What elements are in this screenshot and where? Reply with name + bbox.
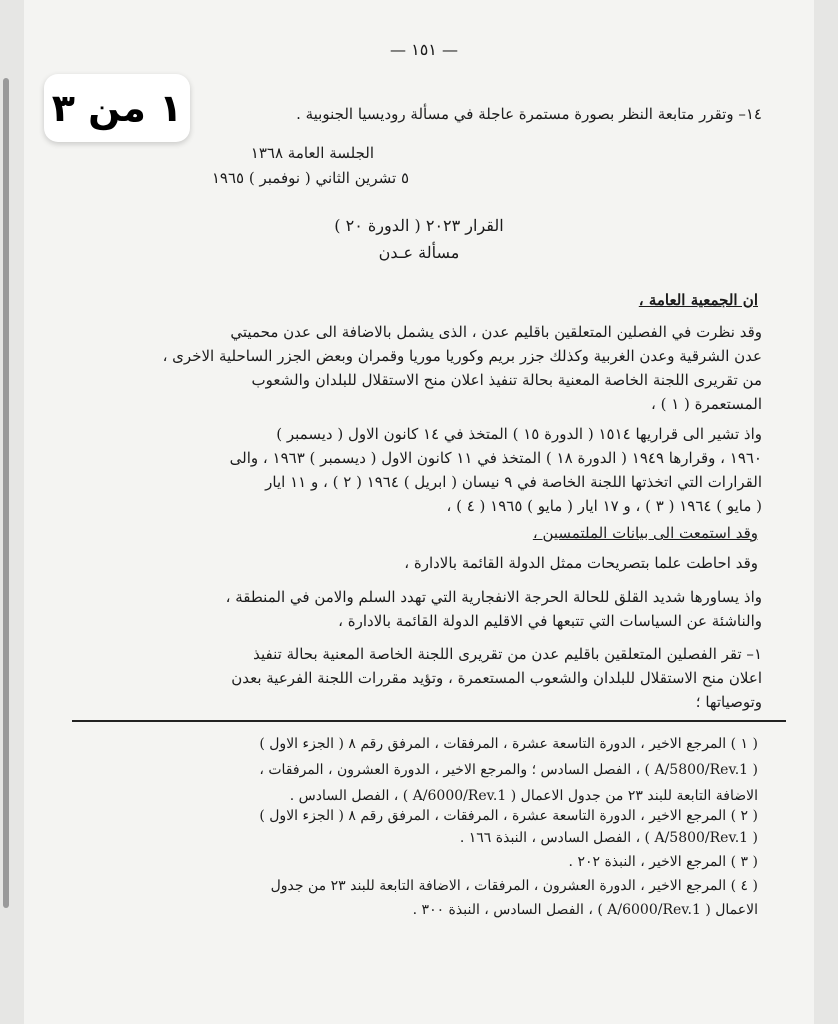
page-indicator-badge: ١ من ٣ [44,74,190,142]
footnote-separator [72,720,786,722]
session-line-1: الجلسة العامة ١٣٦٨ [250,144,374,162]
page-number: — ١٥١ — [390,40,458,59]
document-page: — ١٥١ — ١٤– وتقرر متابعة النظر بصورة مستمرة عاجلة في مسألة روديسيا الجنوبية . الجلسة العامة ١٣٦٨ ٥ تشرين الثاني ( نوفمبر ) ١٩٦٥ القرار ٢٠٢٣ ( الدورة ٢٠ ) مسألة عـدن ان الجمعية العامة ، وقد نظرت في الفصلين المتعلقين باقليم عدن ، الذى يشمل بالاضافة الى عدن محميتي عدن الشرقية وعدن الغربية وكذلك جزر بريم وكوريا موريا وقمران وبعض الجزر الساحلية الاخرى ، من تقريرى اللجنة الخاصة المعنية بحالة تنفيذ اعلان منح الاستقلال للبلدان والشعوب المستعمرة ( ١ ) ، واذ تشير الى قراريها ١٥١٤ ( الدورة ١٥ ) المتخذ في ١٤ كانون الاول ( ديسمبر ) ١٩٦٠ ، وقرارها ١٩٤٩ ( الدورة ١٨ ) المتخذ في ١١ كانون الاول ( ديسمبر ) ١٩٦٣ ، والى القرارات التي اتخذتها اللجنة الخاصة في ٩ نيسان ( ابريل ) ١٩٦٤ ( ٢ ) ، و ١١ ايار ( مايو ) ١٩٦٤ ( ٣ ) ، و ١٧ ايار ( مايو ) ١٩٦٥ ( ٤ ) ، وقد استمعت الى بيانات الملتمسين ، وقد احاطت علما بتصريحات ممثل الدولة القائمة بالادارة ، واذ يساورها شديد القلق للحالة الحرجة الانفجارية التي تهدد السلم والامن في المنطقة ، والناشئة عن السياسات التي تتبعها في الاقليم الدولة القائمة بالادارة ، ١– تقر الفصلين المتعلقين باقليم عدن من تقريرى اللجنة الخاصة المعنية بحالة تنفيذ اعلان منح الاستقلال للبلدان والشعوب المستعمرة ، وتؤيد مقررات اللجنة الفرعية بعدن وتوصياتها ؛ ( ١ ) المرجع الاخير ، الدورة التاسعة عشرة ، المرفقات ، المرفق رقم ٨ ( الجزء الاول ) ( A/5800/Rev.1 ) ، الفصل السادس ؛ والمرجع الاخير ، الدورة العشرون ، المرفقات ، الاضافة التابعة للبند ٢٣ من جدول الاعمال ( A/6000/Rev.1 ) ، الفصل السادس . ( ٢ ) المرجع الاخير ، الدورة التاسعة عشرة ، المرفقات ، المرفق رقم ٨ ( الجزء الاول ) ( A/5800/Rev.1 ) ، الفصل السادس ، النبذة ١٦٦ . ( ٣ ) المرجع الاخير ، النبذة ٢٠٢ . ( ٤ ) المرجع الاخير ، الدورة العشرون ، المرفقات ، الاضافة التابعة للبند ٢٣ من جدول الاعمال ( A/6000/Rev.1 ) ، الفصل السادس ، النبذة ٣٠٠ . [24,0,814,1024]
resolution-title: القرار ٢٠٢٣ ( الدورة ٢٠ ) [334,216,504,235]
resolution-subject: مسألة عـدن [378,243,460,262]
scrollbar[interactable] [3,78,9,908]
item-14: ١٤– وتقرر متابعة النظر بصورة مستمرة عاجلة في مسألة روديسيا الجنوبية . [296,105,762,123]
para-3: وقد استمعت الى بيانات الملتمسين ، [532,524,758,542]
para-4: وقد احاطت علما بتصريحات ممثل الدولة القائمة بالادارة ، [404,554,758,572]
preamble-intro: ان الجمعية العامة ، [638,291,758,309]
session-line-2: ٥ تشرين الثاني ( نوفمبر ) ١٩٦٥ [211,169,409,187]
